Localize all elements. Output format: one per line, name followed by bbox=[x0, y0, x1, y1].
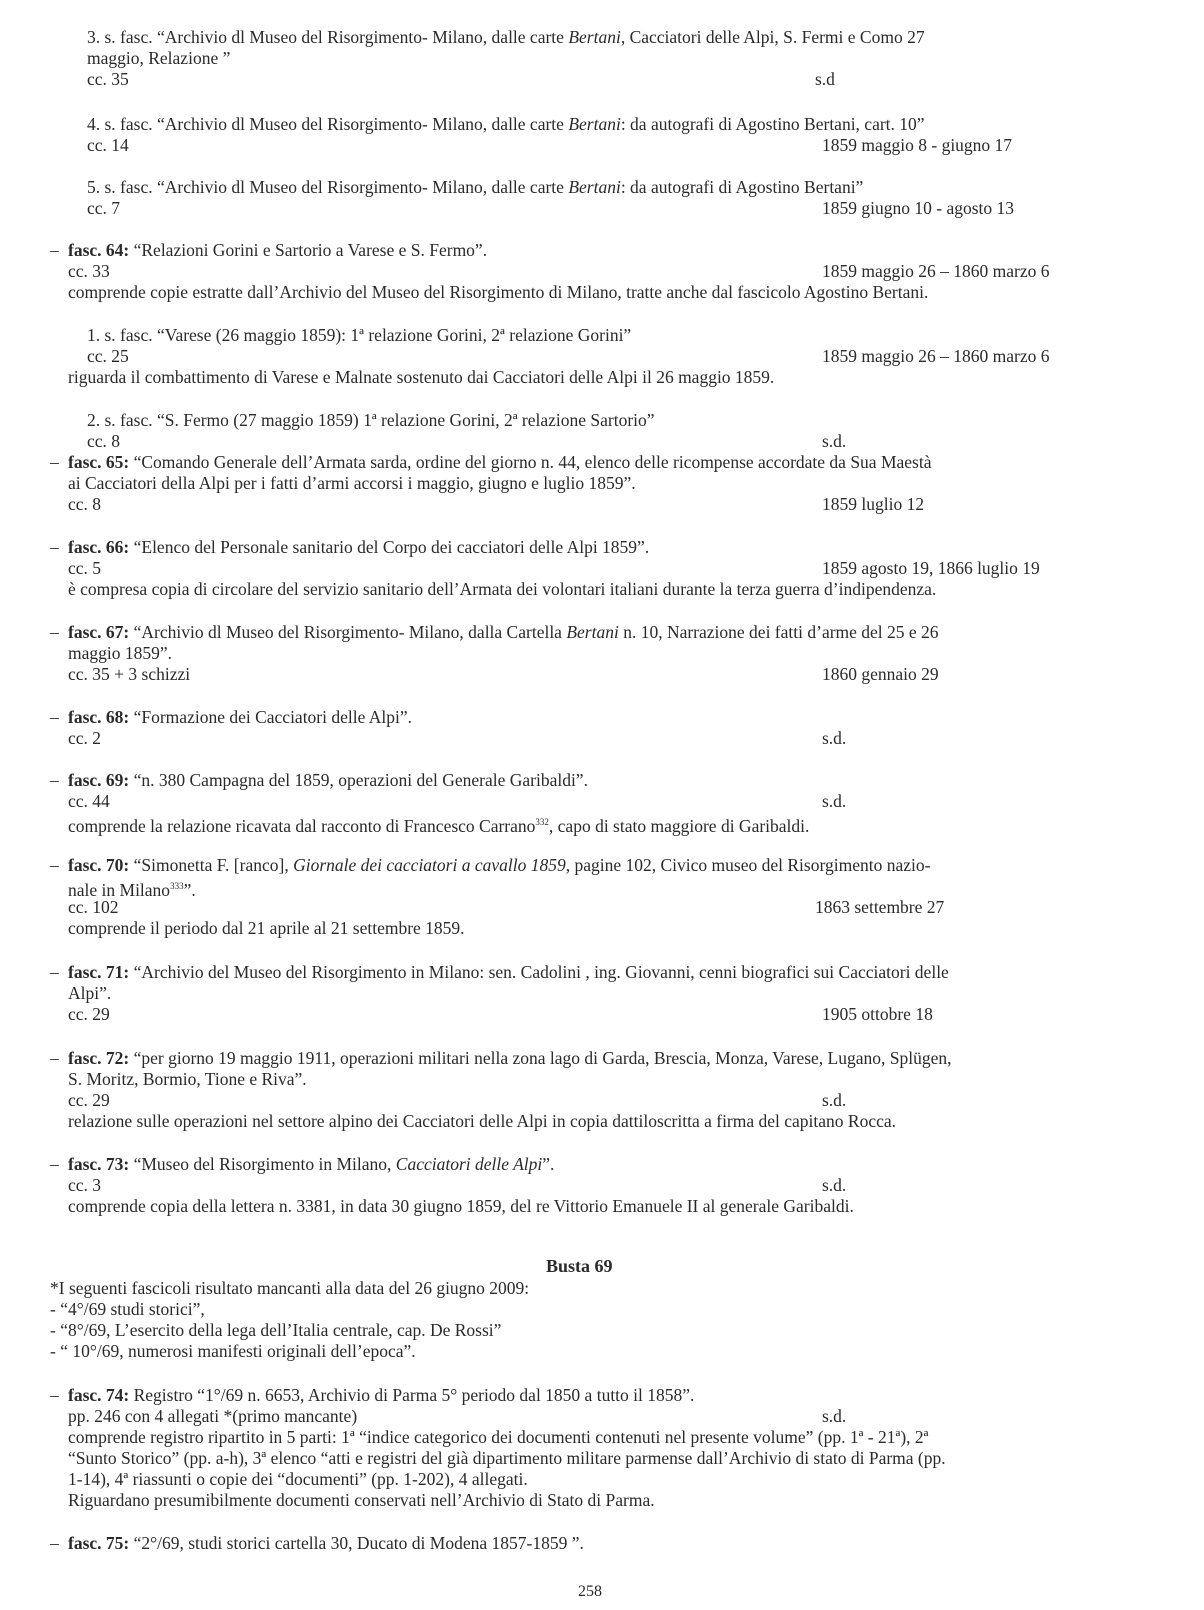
missing-item: - “ 10°/69, numerosi manifesti originali dell’epoca”. bbox=[50, 1341, 416, 1361]
f65-cc: cc. 8 bbox=[68, 494, 102, 514]
f74-desc-line: “Sunto Storico” (pp. a-h), 3ª elenco “atti e registri del già dipartimento militare parmense dall’Archivio di stato di Parma (pp. bbox=[68, 1448, 946, 1468]
f70-cc: cc. 102 bbox=[68, 897, 119, 917]
f73-cc: cc. 3 bbox=[68, 1175, 102, 1195]
f68-title bbox=[68, 707, 412, 728]
f73-dash: – bbox=[50, 1154, 59, 1174]
text: “Formazione dei Cacciatori delle Alpi”. bbox=[129, 707, 413, 727]
f71-line1 bbox=[68, 962, 949, 983]
f70-date: 1863 settembre 27 bbox=[815, 897, 945, 917]
italic-text: Bertani bbox=[568, 27, 621, 47]
text: , Cacciatori delle Alpi, S. Fermi e Como 27 bbox=[620, 27, 925, 47]
text: Registro “1°/69 n. 6653, Archivio di Parma 5° periodo dal 1850 a tutto il 1858”. bbox=[129, 1385, 695, 1405]
sf64-1-date: 1859 maggio 26 – 1860 marzo 6 bbox=[822, 346, 1050, 366]
sf64-1-cc: cc. 25 bbox=[87, 346, 129, 366]
busta-intro: *I seguenti fascicoli risultato mancanti alla data del 26 giugno 2009: bbox=[50, 1278, 530, 1298]
sf5-cc: cc. 7 bbox=[87, 198, 121, 218]
italic-text: Bertani bbox=[568, 177, 621, 197]
f67-date: 1860 gennaio 29 bbox=[822, 664, 939, 684]
f71-line2: Alpi”. bbox=[68, 983, 112, 1003]
missing-item: - “4°/69 studi storici”, bbox=[50, 1299, 205, 1319]
f71-date: 1905 ottobre 18 bbox=[822, 1004, 933, 1024]
fasc-label: fasc. 73: bbox=[68, 1154, 130, 1174]
sf3-cc: cc. 35 bbox=[87, 69, 129, 89]
busta-heading: Busta 69 bbox=[546, 1256, 613, 1276]
sf64-1-note: riguarda il combattimento di Varese e Malnate sostenuto dai Cacciatori delle Alpi il 26 maggio 1859. bbox=[68, 367, 775, 387]
f67-line1 bbox=[68, 622, 939, 643]
f67-line2: maggio 1859”. bbox=[68, 643, 173, 663]
text: ”. bbox=[183, 879, 196, 900]
f74-title bbox=[68, 1385, 694, 1406]
fasc-label: fasc. 69: bbox=[68, 770, 130, 790]
text: 3. s. fasc. “Archivio dl Museo del Risorgimento- Milano, dalle carte bbox=[87, 27, 569, 47]
f71-dash: – bbox=[50, 962, 59, 982]
footnote-ref: 333 bbox=[170, 881, 184, 891]
fasc-label: fasc. 71: bbox=[68, 962, 130, 982]
f72-date: s.d. bbox=[822, 1090, 847, 1110]
text: nale in Milano bbox=[68, 879, 171, 900]
text: “2°/69, studi storici cartella 30, Ducato di Modena 1857-1859 ”. bbox=[129, 1533, 584, 1553]
text: : da autografi di Agostino Bertani, cart. 10” bbox=[620, 114, 925, 134]
f70-note: comprende il periodo dal 21 aprile al 21 settembre 1859. bbox=[68, 918, 465, 938]
f67-cc: cc. 35 + 3 schizzi bbox=[68, 664, 191, 684]
f75-title bbox=[68, 1533, 584, 1554]
sf64-2-date: s.d. bbox=[822, 431, 847, 451]
sf3-line2: maggio, Relazione ” bbox=[87, 48, 231, 68]
f72-line2: S. Moritz, Bormio, Tione e Riva”. bbox=[68, 1069, 307, 1089]
f70-line1 bbox=[68, 855, 930, 876]
f73-title bbox=[68, 1154, 554, 1175]
f67-dash: – bbox=[50, 622, 59, 642]
sf64-1-line1: 1. s. fasc. “Varese (26 maggio 1859): 1ª relazione Gorini, 2ª relazione Gorini” bbox=[87, 325, 632, 345]
f74-desc-line: 1-14), 4ª riassunti o copie dei “documenti” (pp. 1-202), 4 allegati. bbox=[68, 1469, 528, 1489]
f68-date: s.d. bbox=[822, 728, 847, 748]
f64-cc: cc. 33 bbox=[68, 261, 110, 281]
f69-date: s.d. bbox=[822, 791, 847, 811]
italic-text: Giornale dei cacciatori a cavallo 1859 bbox=[293, 855, 566, 875]
fasc-label: fasc. 68: bbox=[68, 707, 130, 727]
f75-dash: – bbox=[50, 1533, 59, 1553]
sf5-line1 bbox=[87, 177, 863, 198]
footnote-ref: 332 bbox=[535, 817, 549, 827]
italic-text: Bertani bbox=[566, 622, 619, 642]
f73-note: comprende copia della lettera n. 3381, in data 30 giugno 1859, del re Vittorio Emanuele II al generale Garibaldi. bbox=[68, 1196, 854, 1216]
italic-text: Cacciatori delle Alpi bbox=[395, 1154, 543, 1174]
sf5-date: 1859 giugno 10 - agosto 13 bbox=[822, 198, 1015, 218]
f66-date: 1859 agosto 19, 1866 luglio 19 bbox=[822, 558, 1040, 578]
text: “Elenco del Personale sanitario del Corpo dei cacciatori delle Alpi 1859”. bbox=[129, 537, 650, 557]
f72-line1 bbox=[68, 1048, 952, 1069]
f65-dash: – bbox=[50, 452, 59, 472]
f64-date: 1859 maggio 26 – 1860 marzo 6 bbox=[822, 261, 1050, 281]
text: “Museo del Risorgimento in Milano, bbox=[129, 1154, 396, 1174]
fasc-label: fasc. 65: bbox=[68, 452, 130, 472]
page-number: 258 bbox=[578, 1583, 602, 1600]
text: “Comando Generale dell’Armata sarda, ordine del giorno n. 44, elenco delle ricompense accordate da Sua Maestà bbox=[129, 452, 932, 472]
sf64-2-cc: cc. 8 bbox=[87, 431, 121, 451]
fasc-label: fasc. 70: bbox=[68, 855, 130, 875]
sf64-2-line1: 2. s. fasc. “S. Fermo (27 maggio 1859) 1ª relazione Gorini, 2ª relazione Sartorio” bbox=[87, 410, 655, 430]
f64-dash: – bbox=[50, 240, 59, 260]
sf4-cc: cc. 14 bbox=[87, 135, 129, 155]
fasc-label: fasc. 66: bbox=[68, 537, 130, 557]
text: , pagine 102, Civico museo del Risorgimento nazio- bbox=[565, 855, 931, 875]
text: “Archivio del Museo del Risorgimento in Milano: sen. Cadolini , ing. Giovanni, cenni biografici sui Cacciatori delle bbox=[129, 962, 949, 982]
sf4-date: 1859 maggio 8 - giugno 17 bbox=[822, 135, 1013, 155]
f69-note bbox=[68, 812, 809, 837]
f64-note: comprende copie estratte dall’Archivio del Museo del Risorgimento di Milano, tratte anche dal fascicolo Agostino Bertani. bbox=[68, 282, 929, 302]
text: : da autografi di Agostino Bertani” bbox=[620, 177, 864, 197]
f66-note: è compresa copia di circolare del servizio sanitario dell’Armata dei volontari italiani durante la terza guerra d’indipendenza. bbox=[68, 579, 937, 599]
fasc-label: fasc. 67: bbox=[68, 622, 130, 642]
sf3-date: s.d bbox=[815, 69, 835, 89]
f69-dash: – bbox=[50, 770, 59, 790]
text: n. 10, Narrazione dei fatti d’arme del 25 e 26 bbox=[618, 622, 939, 642]
f72-note: relazione sulle operazioni nel settore alpino dei Cacciatori delle Alpi in copia dattiloscritta a firma del capitano Rocca. bbox=[68, 1111, 897, 1131]
f66-cc: cc. 5 bbox=[68, 558, 102, 578]
f72-dash: – bbox=[50, 1048, 59, 1068]
sf4-line1 bbox=[87, 114, 925, 135]
text: “n. 380 Campagna del 1859, operazioni del Generale Garibaldi”. bbox=[129, 770, 588, 790]
fasc-label: fasc. 72: bbox=[68, 1048, 130, 1068]
text: , capo di stato maggiore di Garibaldi. bbox=[548, 815, 810, 836]
text: 4. s. fasc. “Archivio dl Museo del Risorgimento- Milano, dalle carte bbox=[87, 114, 569, 134]
f66-dash: – bbox=[50, 537, 59, 557]
f71-cc: cc. 29 bbox=[68, 1004, 110, 1024]
sf3-line1 bbox=[87, 27, 925, 48]
text: “per giorno 19 maggio 1911, operazioni militari nella zona lago di Garda, Brescia, Monza, Varese, Lugano, Splügen, bbox=[129, 1048, 952, 1068]
text: 5. s. fasc. “Archivio dl Museo del Risorgimento- Milano, dalle carte bbox=[87, 177, 569, 197]
f70-dash: – bbox=[50, 855, 59, 875]
f72-cc: cc. 29 bbox=[68, 1090, 110, 1110]
text: comprende la relazione ricavata dal racconto di Francesco Carrano bbox=[68, 815, 536, 836]
f69-cc: cc. 44 bbox=[68, 791, 110, 811]
fasc-label: fasc. 64: bbox=[68, 240, 130, 260]
f74-pp: pp. 246 con 4 allegati *(primo mancante) bbox=[68, 1406, 358, 1426]
text: “Relazioni Gorini e Sartorio a Varese e S. Fermo”. bbox=[129, 240, 488, 260]
f66-title bbox=[68, 537, 649, 558]
f74-desc-line: Riguardano presumibilmente documenti conservati nell’Archivio di Stato di Parma. bbox=[68, 1490, 655, 1510]
f74-dash: – bbox=[50, 1385, 59, 1405]
f74-date: s.d. bbox=[822, 1406, 847, 1426]
italic-text: Bertani bbox=[568, 114, 621, 134]
fasc-label: fasc. 74: bbox=[68, 1385, 130, 1405]
text: ”. bbox=[542, 1154, 555, 1174]
f69-title bbox=[68, 770, 588, 791]
missing-item: - “8°/69, L’esercito della lega dell’Italia centrale, cap. De Rossi” bbox=[50, 1320, 502, 1340]
f64-title bbox=[68, 240, 487, 261]
f68-dash: – bbox=[50, 707, 59, 727]
f74-desc-line: comprende registro ripartito in 5 parti: 1ª “indice categorico dei documenti contenuti nel presente volume” (pp. 1ª - 21ª), 2ª bbox=[68, 1427, 929, 1447]
f73-date: s.d. bbox=[822, 1175, 847, 1195]
f68-cc: cc. 2 bbox=[68, 728, 102, 748]
f65-line2: ai Cacciatori della Alpi per i fatti d’armi accorsi i maggio, giugno e luglio 1859”. bbox=[68, 473, 636, 493]
f65-line1 bbox=[68, 452, 931, 473]
fasc-label: fasc. 75: bbox=[68, 1533, 130, 1553]
f65-date: 1859 luglio 12 bbox=[822, 494, 925, 514]
text: “Simonetta F. [ranco], bbox=[129, 855, 294, 875]
text: “Archivio dl Museo del Risorgimento- Milano, dalla Cartella bbox=[129, 622, 567, 642]
